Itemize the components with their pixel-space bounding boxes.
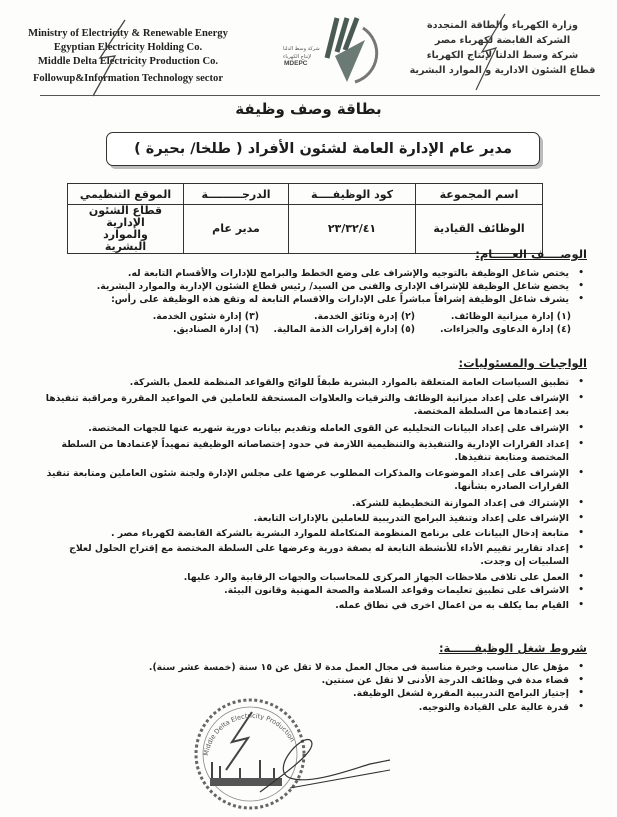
- list-item: • إجتياز البرامج التدريبية المقررة لشغل الوظيفة.: [32, 687, 587, 700]
- job-title-box: [106, 132, 540, 166]
- list-item: • متابعة إدخال البيانات على برنامج المنظومة المتكاملة للموارد البشرية بالشركة القابضة لكهرباء مصر .: [32, 527, 587, 540]
- job-info-table: [67, 183, 543, 254]
- list-item: • إعداد القرارات الإدارية والتنفيذية والتنظيمية اللازمة في حدود إختصاصاته الوظيفية تمهيداً لإعتمادها من السلطة المختصة ومتابعة تنفيذها.: [32, 438, 587, 464]
- list-item: • العمل على تلافى ملاحظات الجهاز المركزى للمحاسبات والجهات الرقابية والرد عليها.: [32, 571, 587, 584]
- section-title: شروط شغل الوظيفــــــة:: [438, 641, 587, 655]
- list-item: • تطبيق السياسات العامة المتعلقة بالموارد البشرية طبقاً للوائح والقواعد المنظمة للعمل بالشركة.: [32, 376, 587, 389]
- list-item: • يخضع شاغل الوظيفة للإشراف الإدارى والفنى من السيد/ رئيس قطاع الشئون الإدارية والموارد البشرية.: [32, 280, 587, 293]
- signature-stroke-icon: [85, 18, 135, 98]
- list-item: • الإشراف على إعداد البيانات التحليليه عن القوى العامله وتقديم بيانات دورية شهريه عنها للجهات المختصة.: [32, 422, 587, 435]
- letterhead-line: Followup&Information Technology sector: [32, 73, 224, 84]
- section-title: الوصــــف العـــــام:: [475, 247, 587, 261]
- header-grade: الدرجـــــــــة: [184, 184, 289, 205]
- departments-list: [32, 310, 587, 337]
- header-group-name: اسم المجموعة: [416, 184, 543, 205]
- list-item: • الإشراف على إعداد ميزانية الوظائف والترقيات والعلاوات المستحقة للعاملين في المواعيد المقررة ومراقبة تنفيذها بعد إعتمادها من السلطة المختصة.: [32, 392, 587, 418]
- header-divider: [40, 95, 600, 96]
- letterhead-line: الشركة القابضة لكهرباء مصر: [434, 35, 571, 46]
- stamp-text: Middle Delta Electricity Production: [202, 711, 297, 757]
- signature: [250, 730, 400, 800]
- list-item: • القيام بما يكلف به من اعمال اخرى في نطاق عمله.: [32, 599, 587, 612]
- department-item: (١) إدارة ميزانية الوظائف.: [450, 310, 571, 322]
- letterhead-line: Egyptian Electricity Holding Co.: [53, 42, 203, 53]
- svg-text:لإنتاج الكهرباء: لإنتاج الكهرباء: [283, 54, 312, 60]
- cell-grade: مدير عام: [184, 205, 289, 254]
- card-title: بطاقة وصف وظيفة: [235, 100, 382, 118]
- list-item: • الإشراف على إعداد الموضوعات والمذكرات المطلوب عرضها على مجلس الإدارة ولجنة شئون العاملين ومتابعة تنفيذ القرارات الصادره بشأنها.: [32, 467, 587, 493]
- department-item: (٥) إدارة إقرارات الذمة المالية.: [273, 324, 415, 336]
- cell-group-name: الوظائف القيادية: [416, 205, 543, 254]
- logo-label: MDEPC: [284, 60, 308, 67]
- letterhead-line: Middle Delta Electricity Production Co.: [37, 56, 219, 67]
- department-item: (٤) إدارة الدعاوى والجزاءات.: [439, 324, 571, 336]
- list-item: • قضاء مدة في وظائف الدرجة الأدنى لا تقل عن سنتين.: [32, 674, 587, 687]
- svg-text:شركة وسط الدلتا: شركة وسط الدلتا: [283, 46, 320, 52]
- list-item: • الإشراف على إعداد وتنفيذ البرامج التدريبية للعاملين بالإدارات التابعة.: [32, 512, 587, 525]
- header-org-position: الموقع التنظيمي: [68, 184, 184, 205]
- letterhead-line: Ministry of Electricity & Renewable Energy: [28, 28, 228, 39]
- mdepc-logo: [275, 10, 395, 85]
- letterhead-line: وزارة الكهرباء والطاقة المتجددة: [426, 20, 579, 31]
- cell-job-code: ٢٣/٣٢/٤١: [289, 205, 416, 254]
- department-item: (٦) إدارة الصناديق.: [173, 324, 259, 336]
- list-item: • الإشتراك فى إعداد الموازنة التخطيطية للشركة.: [32, 497, 587, 510]
- list-item: • قدرة عالية على القيادة والتوجيه.: [32, 701, 587, 714]
- letterhead-line: قطاع الشئون الادارية و الموارد البشرية: [409, 65, 596, 76]
- list-item: • يشرف شاغل الوظيفة إشرافاً مباشراً على الإدارات والاقسام التابعة له وتقع هذه الوظيفة على رأس:: [32, 293, 587, 306]
- signature-stroke-icon: [470, 12, 510, 92]
- list-item: • مؤهل عال مناسب وخبرة مناسبة فى مجال العمل مدة لا تقل عن ١٥ سنة (خمسة عشر سنة).: [32, 661, 587, 674]
- list-item: • الاشراف على تطبيق تعليمات وقواعد السلامة والصحة المهنية وقانون البيئة.: [32, 584, 587, 597]
- list-item: • إعداد تقارير تقييم الأداء للأنشطة التابعة له بصفة دورية وعرضها على السلطة المختصة مع إقتراح الحلول لعلاج السلبيات إن وجدت.: [32, 542, 587, 568]
- cell-org-position: قطاع الشئون الإدارية والموارد البشرية: [68, 205, 184, 254]
- letterhead-line: شركة وسط الدلتا لإنتاج الكهرباء: [426, 50, 579, 61]
- section-title: الواجبات والمسئوليات:: [458, 356, 587, 370]
- general-description-section: [32, 247, 587, 337]
- job-title: مدير عام الإدارة العامة لشئون الأفراد ( طلخا/ بحيرة ): [134, 141, 512, 157]
- header-job-code: كود الوظيفــــة: [289, 184, 416, 205]
- duties-section: [32, 356, 587, 612]
- department-item: (٣) إدارة شئون الخدمة.: [152, 310, 259, 322]
- department-item: (٢) إدرة وثائق الخدمة.: [314, 310, 415, 322]
- table-header-row: [68, 184, 543, 205]
- list-item: • يختص شاغل الوظيفة بالتوجيه والإشراف على وضع الخطط والبرامج للإدارات والأقسام التابعة له.: [32, 267, 587, 280]
